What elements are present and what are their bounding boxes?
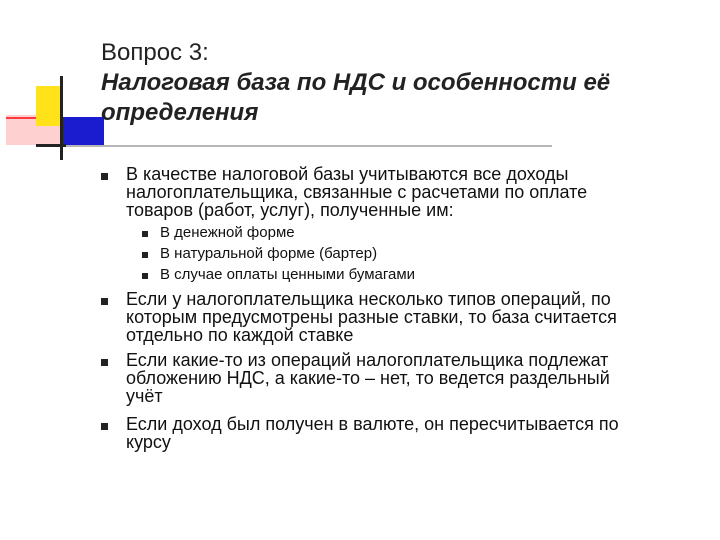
bullet-text [126,165,686,219]
title-question: Вопрос 3: [101,39,209,66]
bullet-1-line-2: налогоплательщика, связанные с расчетами по оплате [126,182,588,202]
bullet-2-line-1: Если у налогоплательщика несколько типов операций, по [126,289,611,309]
bullet-1-line-3: товаров (работ, услуг), полученные им: [126,200,454,220]
sub-bullet-marker [142,273,148,279]
bullet-text [126,415,686,451]
bullet-4-line-1: Если доход был получен в валюте, он пересчитывается по [126,414,619,434]
bullet-3-line-1: Если какие-то из операций налогоплательщика подлежат [126,350,609,370]
bullet-marker [101,298,108,305]
bullet-2-line-3: отдельно по каждой ставке [126,325,354,345]
sub-bullet-1: В денежной форме [160,224,295,241]
title-topic-line1: Налоговая база по НДС и особенности её [101,69,611,96]
bullet-text [126,351,686,405]
sub-bullet-marker [142,252,148,258]
bullet-4-line-2: курсу [126,432,171,452]
bullet-marker [101,423,108,430]
bullet-3-line-2: обложению НДС, а какие-то – нет, то ведется раздельный [126,368,610,388]
bullet-text [126,290,686,344]
bullet-1-line-1: В качестве налоговой базы учитываются все доходы [126,164,569,184]
bullet-marker [101,359,108,366]
sub-bullet-2: В натуральной форме (бартер) [160,245,378,262]
bullet-3-line-3: учёт [126,386,163,406]
sub-bullet-3: В случае оплаты ценными бумагами [160,266,416,283]
sub-bullet-marker [142,231,148,237]
bullet-marker [101,173,108,180]
title-topic-line2: определения [101,99,259,126]
bullet-2-line-2: которым предусмотрены разные ставки, то база считается [126,307,617,327]
